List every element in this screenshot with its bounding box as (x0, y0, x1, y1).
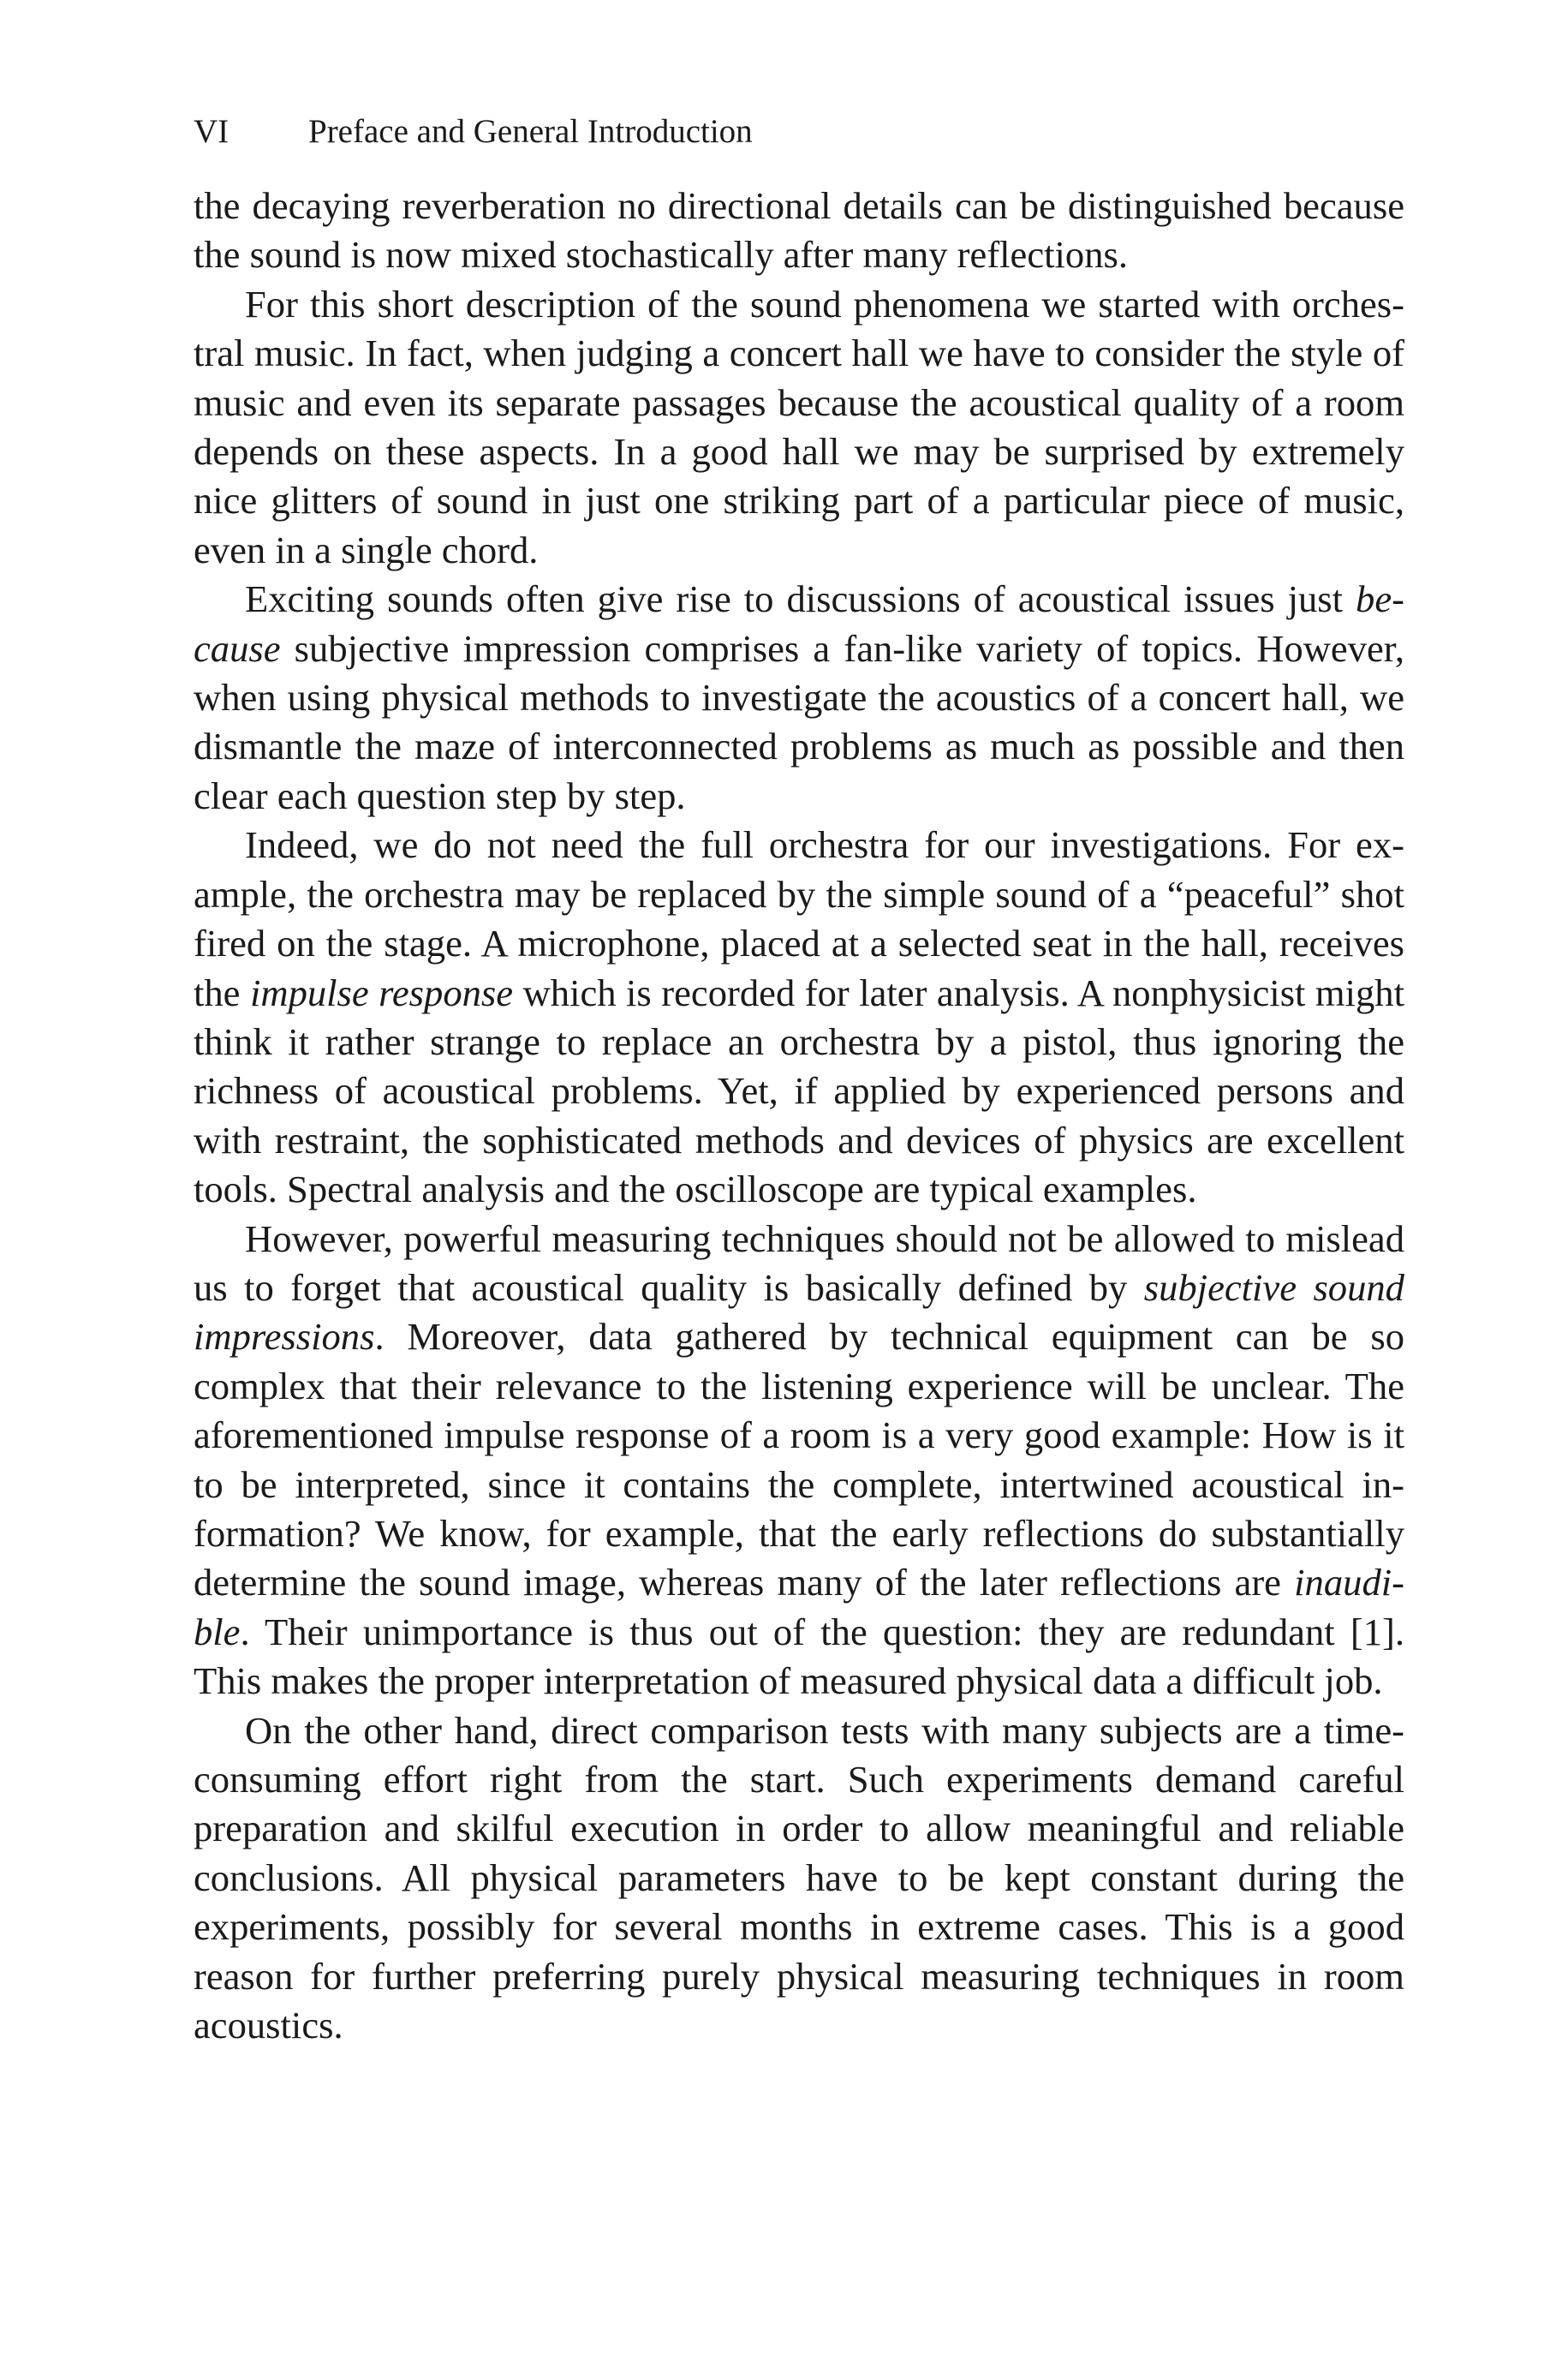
paragraph-text: . Moreover, data gathered by technical equipment can be so complex that their relevance to the listening experience will be unclear. The aforementioned impulse response of a room is a very good example: How is it to be interpreted, since it contains the complete, intertwined acoustical information? We know, for example, that the early reflections do substantially determine the sound image, whereas many of the later reflections are (194, 1315, 1404, 1604)
paragraph-text: For this short description of the sound phenomena we started with orchestral music. In fact, when judging a concert hall we have to consider the style of music and even its separate passages because the acoustical quality of a room depends on these aspects. In a good hall we may be surprised by extremely nice glitters of sound in just one striking part of a particular piece of music, even in a single chord. (194, 282, 1404, 571)
running-title: Preface and General Introduction (308, 113, 753, 150)
paragraph-text: which is recorded for later analysis. A nonphysicist might think it rather strange to replace an orchestra by a pistol, thus ignoring the richness of acoustical problems. Yet, if applied by experienced persons and with restraint, the sophisticated methods and devices of physics are excellent tools. Spectral analysis and the oscilloscope are typical examples. (194, 971, 1404, 1211)
paragraph (194, 821, 1404, 1214)
paragraph (194, 1215, 1404, 1706)
paragraph-text: the decaying reverberation no directional details can be distinguished because the sound is now mixed stochastically after many reflections. (194, 184, 1404, 277)
paragraph-text: . Their unimportance is thus out of the question: they are redundant [1]. This makes the proper interpretation of measured physical data a difficult job. (194, 1610, 1404, 1703)
running-header (194, 111, 753, 152)
paragraph (194, 182, 1404, 280)
body-text (194, 182, 1404, 2050)
paragraph (194, 1706, 1404, 2051)
paragraph-text: Exciting sounds often give rise to discussions of acoustical issues just (245, 577, 1356, 621)
emphasis: impulse response (249, 971, 514, 1014)
emphasis: inaudible (194, 1561, 1404, 1653)
paragraph (194, 280, 1404, 575)
paragraph (194, 575, 1404, 821)
page-number: VI (194, 113, 230, 150)
emphasis: subjective sound impressions (194, 1265, 1404, 1359)
paragraph-text: On the other hand, direct comparison tests with many subjects are a time-consuming effort right from the start. Such experiments demand careful preparation and skilful execution in order to allow meaningful and reliable conclusions. All physical parameters have to be kept constant during the experiments, possibly for several months in extreme cases. This is a good reason for further preferring purely physical measuring techniques in room acoustics. (194, 1708, 1404, 2047)
paragraph-text: Indeed, we do not need the full orchestra for our investigations. For example, the orchestra may be replaced by the simple sound of a “peaceful” shot fired on the stage. A microphone, placed at a selected seat in the hall, receives the (194, 823, 1404, 1014)
paragraph-text: However, powerful measuring techniques should not be allowed to mislead us to forget that acoustical quality is basically defined by (194, 1216, 1404, 1309)
paragraph-text: subjective impression comprises a fan-like variety of topics. However, when using physical methods to investigate the acoustics of a concert hall, we dismantle the maze of interconnected problems as much as possible and then clear each question step by step. (194, 626, 1404, 817)
emphasis: because (194, 577, 1404, 670)
